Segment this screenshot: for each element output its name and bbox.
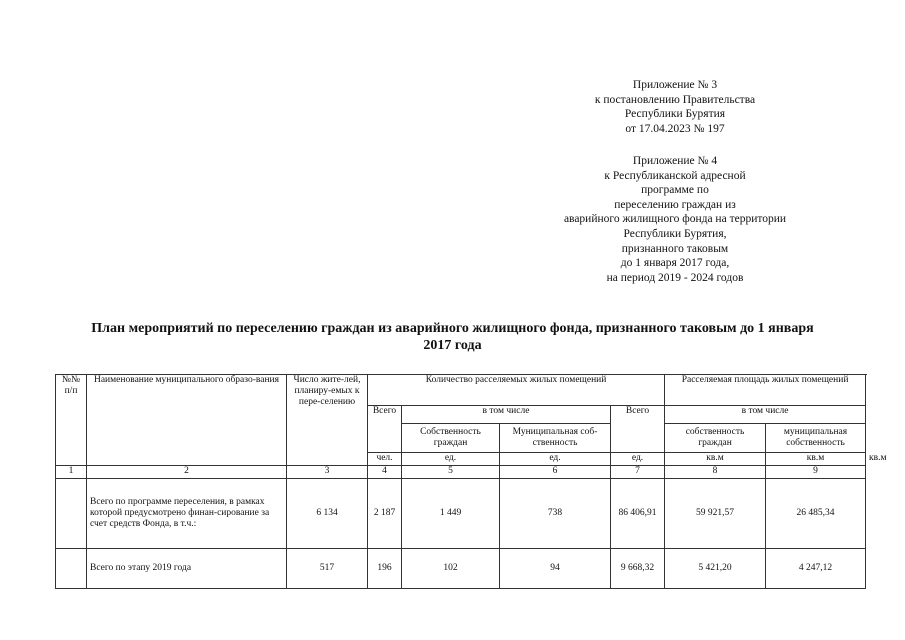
unit-cell: кв.м: [665, 453, 766, 466]
appendix-4-line: на период 2019 - 2024 годов: [606, 271, 744, 284]
appendix-4-line: Приложение № 4: [632, 155, 718, 167]
header-municipality: Наименование муниципального образо-вания: [87, 375, 287, 466]
document-title-line-2: 2017 года: [423, 338, 482, 353]
table-row: [56, 479, 866, 549]
unit-cell: кв.м: [766, 453, 866, 466]
header-rooms-total: Всего: [368, 406, 402, 453]
row-area-citizens: 59 921,57: [665, 479, 766, 549]
appendix-4-line: Республики Бурятия,: [623, 227, 727, 240]
row-area-municipal: 26 485,34: [766, 479, 866, 549]
header-row-1: [56, 375, 866, 406]
column-number: 5: [402, 466, 500, 479]
appendix-4-line: программе по: [641, 184, 709, 197]
row-num: [56, 479, 87, 549]
column-number: 6: [500, 466, 611, 479]
header-rooms-citizens: Собственность граждан: [402, 424, 500, 453]
unit-cell: ед.: [611, 453, 665, 466]
row-name: Всего по этапу 2019 года: [87, 549, 287, 589]
header-area-municipal: муниципальная собственность: [766, 424, 866, 453]
header-area-including: в том числе: [665, 406, 866, 424]
appendix-3-block: [540, 78, 810, 136]
row-rooms-municipal: 94: [500, 549, 611, 589]
unit-cell: ед.: [500, 453, 611, 466]
row-rooms-municipal: 738: [500, 479, 611, 549]
appendix-3-line: Республики Бурятия: [624, 108, 726, 121]
appendix-3-line: от 17.04.2023 № 197: [625, 122, 725, 135]
header-area-citizens: собственность граждан: [665, 424, 766, 453]
appendix-4-line: переселению граждан из: [614, 198, 736, 211]
row-area-total: 86 406,91: [611, 479, 665, 549]
header-residents: Число жите-лей, планиру-емых к пере-селению: [287, 375, 368, 466]
header-area-total: Всего: [611, 406, 665, 453]
appendix-4-block: [540, 154, 810, 285]
appendix-3-line: к постановлению Правительства: [594, 93, 756, 106]
units-row: чел. ед. ед. ед. кв.м кв.м кв.м: [56, 453, 866, 466]
column-number: 7: [611, 466, 665, 479]
row-name: Всего по программе переселения, в рамках которой предусмотрено финан-сирование за счет средств Фонда, в т.ч.:: [87, 479, 287, 549]
appendix-4-line: аварийного жилищного фонда на территории: [563, 213, 787, 226]
document-title-line-1: План мероприятий по переселению граждан из аварийного жилищного фонда, признанного таковым до 1 января: [91, 321, 814, 336]
header-num: №№ п/п: [56, 375, 87, 466]
row-rooms-total: 2 187: [368, 479, 402, 549]
column-number: 8: [665, 466, 766, 479]
appendix-4-line: к Республиканской адресной: [604, 169, 746, 182]
row-rooms-citizens: 1 449: [402, 479, 500, 549]
column-number: 2: [87, 466, 287, 479]
table-row: [56, 549, 866, 589]
row-area-total: 9 668,32: [611, 549, 665, 589]
row-residents: 6 134: [287, 479, 368, 549]
resettlement-plan-table: [55, 374, 887, 589]
header-rooms-including: в том числе: [402, 406, 611, 424]
header-area-group: Расселяемая площадь жилых помещений: [665, 375, 866, 406]
header-rooms-group: Количество расселяемых жилых помещений: [368, 375, 665, 406]
header-rooms-municipal: Муниципальная соб-ственность: [500, 424, 611, 453]
row-area-municipal: 4 247,12: [766, 549, 866, 589]
unit-cell: чел.: [368, 453, 402, 466]
row-rooms-total: 196: [368, 549, 402, 589]
appendix-3-line: Приложение № 3: [632, 79, 718, 91]
appendix-4-line: до 1 января 2017 года,: [620, 257, 730, 270]
unit-cell: ед.: [402, 453, 500, 466]
row-rooms-citizens: 102: [402, 549, 500, 589]
row-area-citizens: 5 421,20: [665, 549, 766, 589]
column-numbers-row: [56, 466, 866, 479]
document-title: [40, 320, 865, 354]
row-num: [56, 549, 87, 589]
column-number: 4: [368, 466, 402, 479]
appendix-4-line: признанного таковым: [621, 242, 729, 255]
column-number: 9: [766, 466, 866, 479]
row-residents: 517: [287, 549, 368, 589]
column-number: 3: [287, 466, 368, 479]
column-number: 1: [56, 466, 87, 479]
